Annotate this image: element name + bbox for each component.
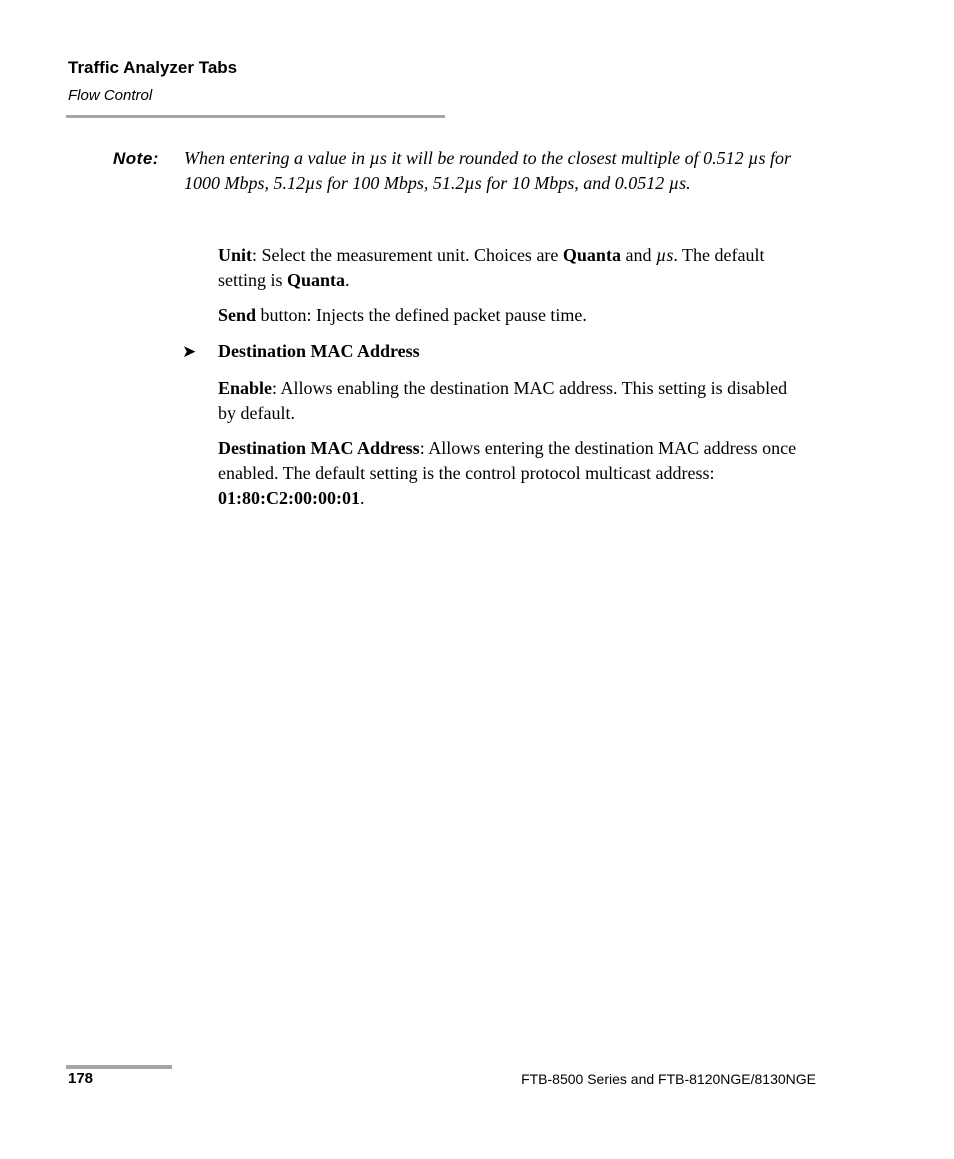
unit-choice-us: µs [655,245,674,265]
unit-text-4: . [345,270,350,290]
destination-mac-text: : Allows entering the destination MAC address once enabled. The default setting is the control protocol multicast address: [218,438,797,483]
footer-product-name: FTB-8500 Series and FTB-8120NGE/8130NGE [521,1071,816,1087]
page-number: 178 [68,1070,94,1087]
destination-mac-paragraph [218,436,808,511]
bullet-heading-text: Destination MAC Address [218,341,420,361]
send-term: Send [218,305,257,325]
enable-term: Enable [218,378,273,398]
send-paragraph [218,303,808,328]
note-block [113,146,803,196]
enable-paragraph [218,376,808,426]
unit-default: Quanta [287,270,346,290]
arrow-bullet-icon: ➤ [182,342,197,361]
header-divider [66,115,445,118]
unit-paragraph [218,243,808,293]
destination-mac-end: . [359,488,365,508]
unit-term: Unit [218,245,253,265]
unit-choice-quanta: Quanta [562,245,621,265]
unit-text-2: and [620,245,656,265]
destination-mac-term: Destination MAC Address [218,438,420,458]
unit-text-1: : Select the measurement unit. Choices are [252,245,563,265]
send-text: button: Injects the defined packet pause time. [256,305,587,325]
unit-text-3: . The default setting is [218,245,765,290]
destination-mac-value: 01:80:C2:00:00:01 [218,488,360,508]
enable-text: : Allows enabling the destination MAC address. This setting is disabled by default. [218,378,788,423]
note-label: Note: [113,149,159,168]
section-title: Traffic Analyzer Tabs [68,58,238,77]
note-text: When entering a value in µs it will be rounded to the closest multiple of 0.512 µs for 1000 Mbps, 5.12µs for 100 Mbps, 51.2µs for 10 Mbps, and 0.0512 µs. [184,148,792,193]
footer-divider [66,1065,172,1069]
section-subtitle: Flow Control [68,87,153,104]
